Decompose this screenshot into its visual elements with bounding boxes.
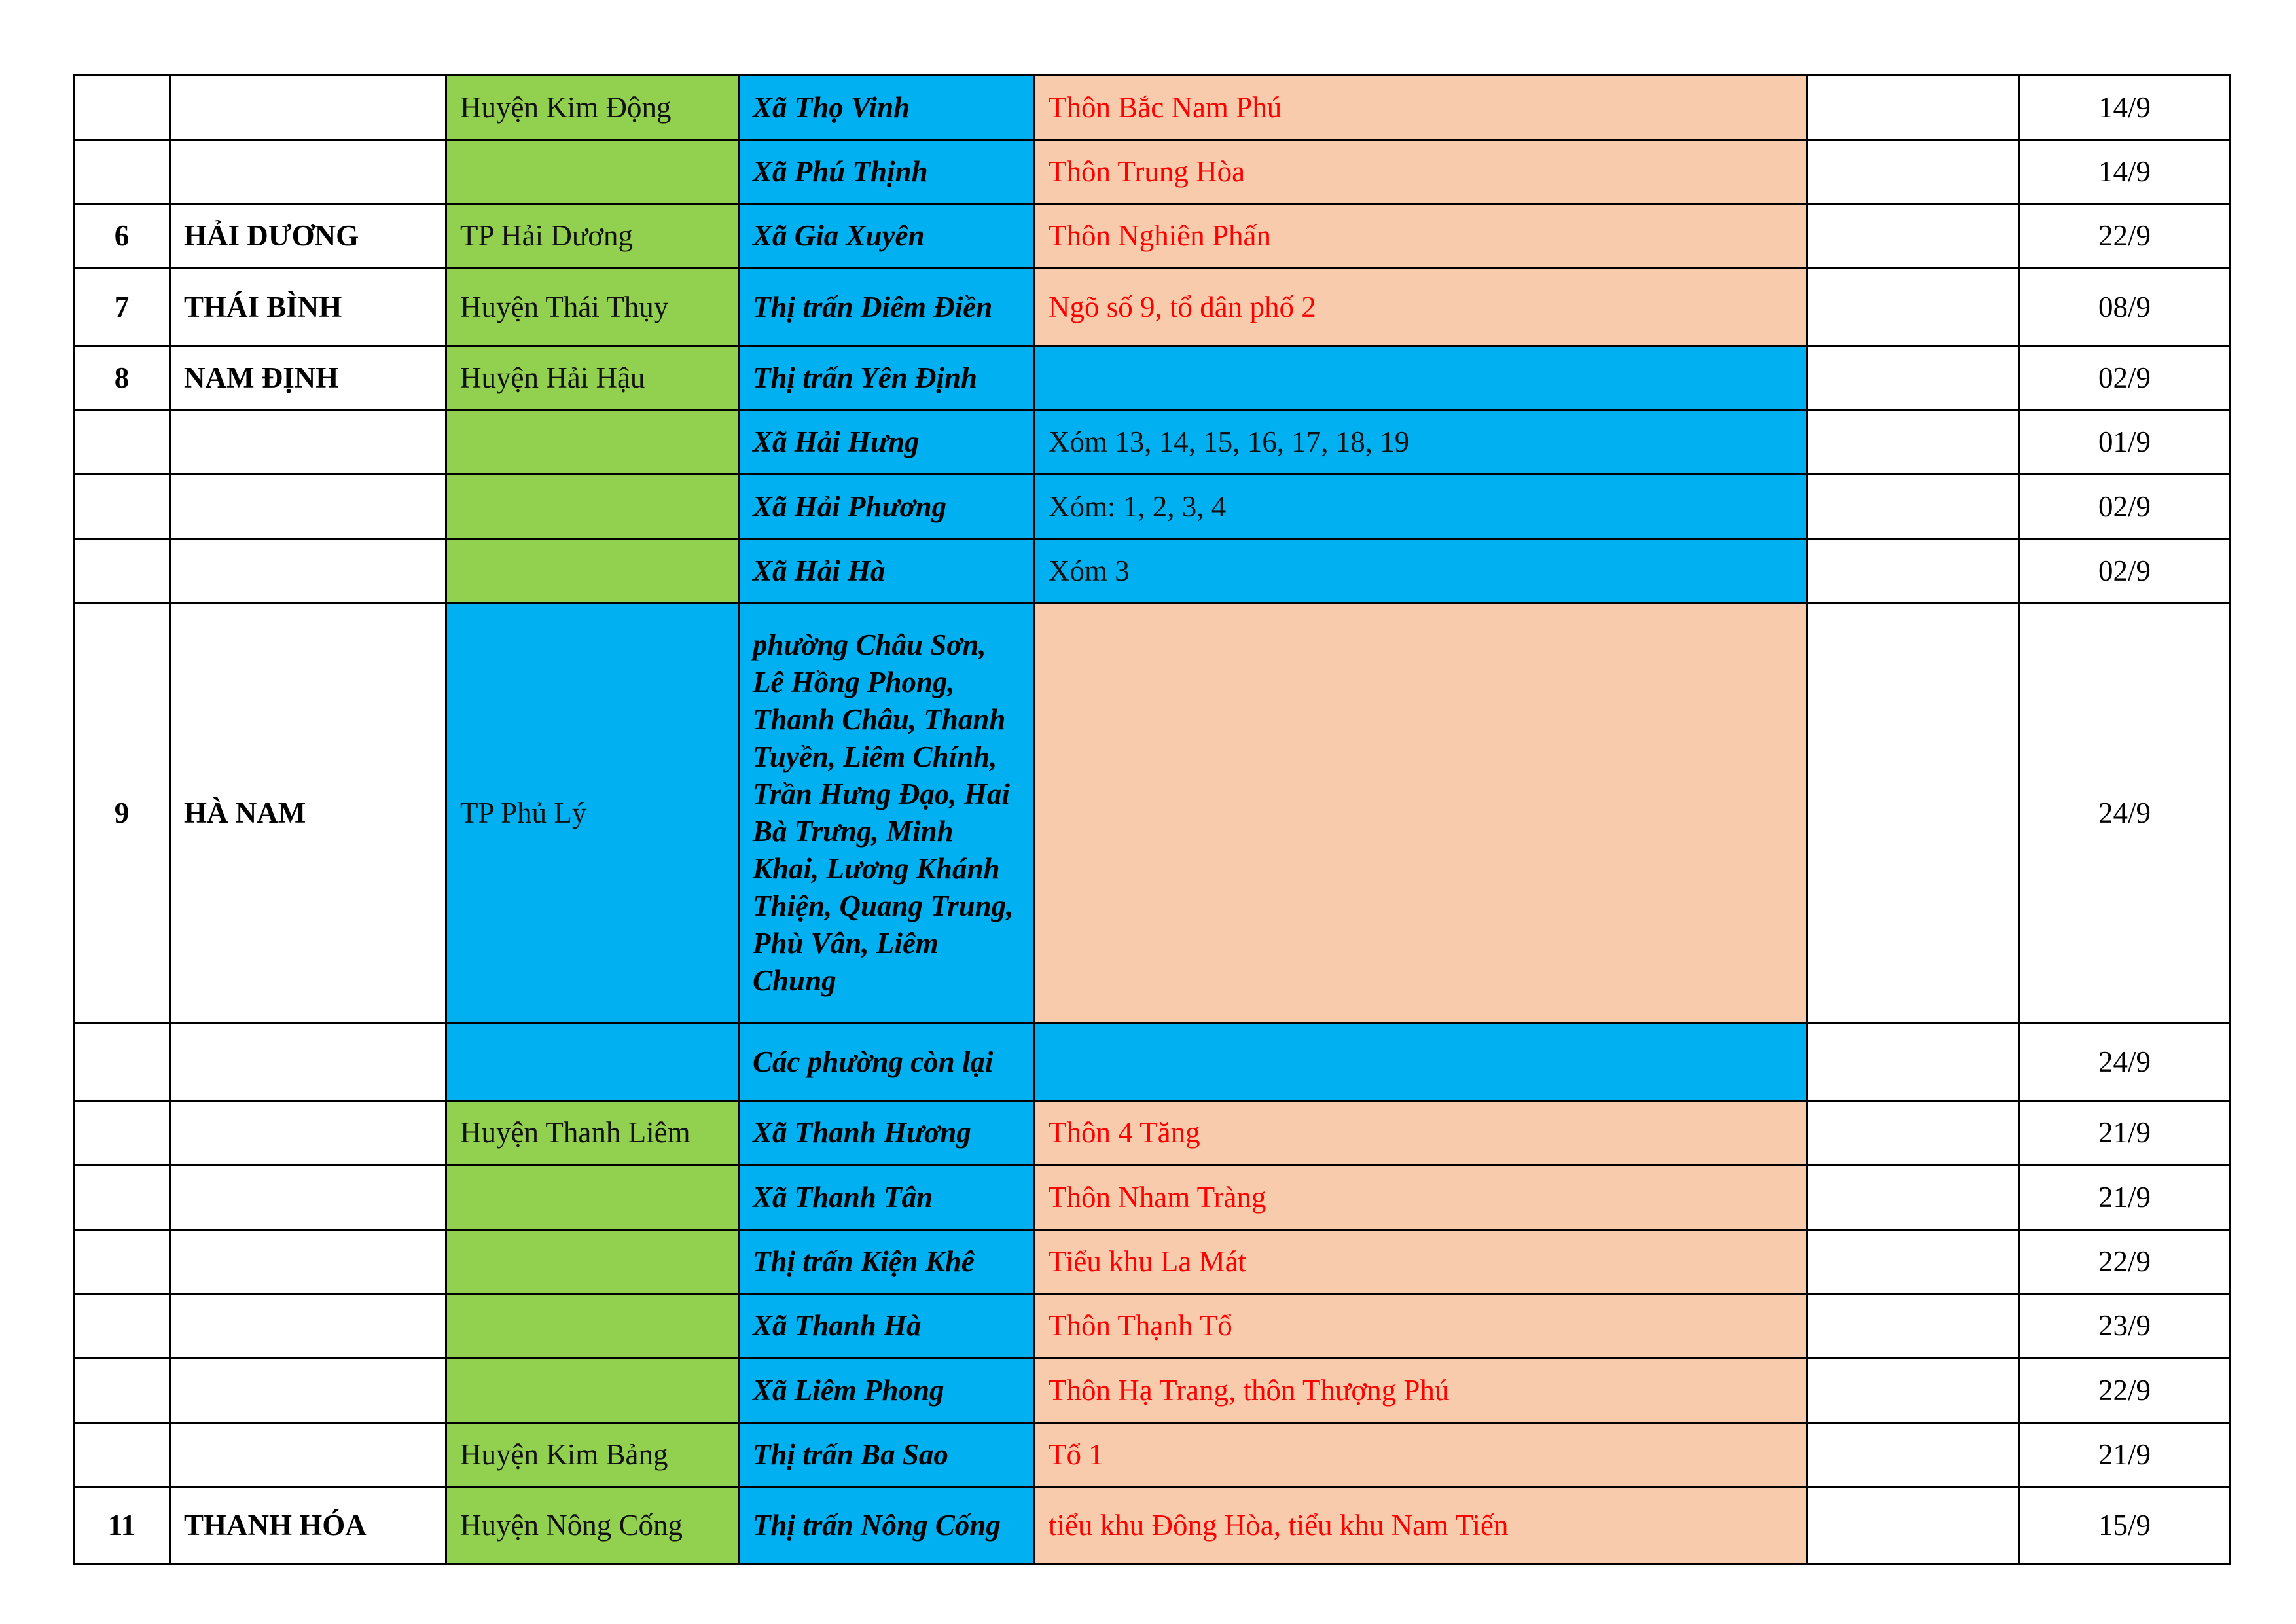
district-cell: Huyện Kim Động bbox=[446, 75, 739, 140]
commune-cell: Xã Hải Hà bbox=[739, 539, 1035, 604]
detail-cell: Thôn Nham Tràng bbox=[1035, 1165, 1807, 1230]
table-row bbox=[74, 410, 2230, 475]
row-number-cell: 9 bbox=[74, 604, 170, 1023]
commune-cell: Xã Thanh Tân bbox=[739, 1165, 1035, 1230]
detail-cell bbox=[1035, 1023, 1807, 1101]
detail-cell: Tiểu khu La Mát bbox=[1035, 1230, 1807, 1294]
province-cell: HÀ NAM bbox=[170, 604, 446, 1023]
commune-cell: Xã Thọ Vinh bbox=[739, 75, 1035, 140]
commune-cell: Thị trấn Nông Cống bbox=[739, 1487, 1035, 1564]
empty-cell bbox=[1807, 604, 2020, 1023]
table-row bbox=[74, 604, 2230, 1023]
district-cell bbox=[446, 140, 739, 204]
district-cell: Huyện Hải Hậu bbox=[446, 346, 739, 410]
province-cell bbox=[170, 1294, 446, 1358]
empty-cell bbox=[1807, 1423, 2020, 1487]
row-number-cell bbox=[74, 1023, 170, 1101]
row-number-cell bbox=[74, 539, 170, 604]
row-number-cell bbox=[74, 1101, 170, 1165]
empty-cell bbox=[1807, 410, 2020, 475]
empty-cell bbox=[1807, 140, 2020, 204]
date-cell: 14/9 bbox=[2020, 75, 2230, 140]
table-row bbox=[74, 1487, 2230, 1564]
detail-cell: Xóm 13, 14, 15, 16, 17, 18, 19 bbox=[1035, 410, 1807, 475]
row-number-cell bbox=[74, 75, 170, 140]
table-row bbox=[74, 204, 2230, 268]
table-row bbox=[74, 346, 2230, 410]
date-cell: 22/9 bbox=[2020, 1230, 2230, 1294]
row-number-cell bbox=[74, 1230, 170, 1294]
row-number-cell bbox=[74, 140, 170, 204]
empty-cell bbox=[1807, 268, 2020, 346]
district-cell bbox=[446, 1023, 739, 1101]
district-cell: Huyện Thanh Liêm bbox=[446, 1101, 739, 1165]
date-cell: 21/9 bbox=[2020, 1165, 2230, 1230]
empty-cell bbox=[1807, 539, 2020, 604]
province-cell bbox=[170, 1101, 446, 1165]
row-number-cell: 6 bbox=[74, 204, 170, 268]
date-cell: 22/9 bbox=[2020, 204, 2230, 268]
detail-cell bbox=[1035, 346, 1807, 410]
detail-cell: Xóm 3 bbox=[1035, 539, 1807, 604]
detail-cell: tiểu khu Đông Hòa, tiểu khu Nam Tiến bbox=[1035, 1487, 1807, 1564]
date-cell: 24/9 bbox=[2020, 604, 2230, 1023]
commune-cell: Xã Liêm Phong bbox=[739, 1358, 1035, 1423]
detail-cell: Thôn Bắc Nam Phú bbox=[1035, 75, 1807, 140]
table-body bbox=[74, 75, 2230, 1564]
district-cell: TP Phủ Lý bbox=[446, 604, 739, 1023]
row-number-cell bbox=[74, 1294, 170, 1358]
date-cell: 02/9 bbox=[2020, 475, 2230, 539]
province-cell bbox=[170, 475, 446, 539]
table-row bbox=[74, 1294, 2230, 1358]
province-cell bbox=[170, 1230, 446, 1294]
row-number-cell bbox=[74, 1165, 170, 1230]
date-cell: 24/9 bbox=[2020, 1023, 2230, 1101]
table-row bbox=[74, 1023, 2230, 1101]
detail-cell: Xóm: 1, 2, 3, 4 bbox=[1035, 475, 1807, 539]
district-cell bbox=[446, 1294, 739, 1358]
table-row bbox=[74, 140, 2230, 204]
commune-cell: Thị trấn Diêm Điền bbox=[739, 268, 1035, 346]
empty-cell bbox=[1807, 1294, 2020, 1358]
date-cell: 15/9 bbox=[2020, 1487, 2230, 1564]
province-cell bbox=[170, 539, 446, 604]
district-cell bbox=[446, 1165, 739, 1230]
province-cell bbox=[170, 75, 446, 140]
empty-cell bbox=[1807, 204, 2020, 268]
date-cell: 23/9 bbox=[2020, 1294, 2230, 1358]
row-number-cell bbox=[74, 475, 170, 539]
date-cell: 21/9 bbox=[2020, 1423, 2230, 1487]
table-row bbox=[74, 1101, 2230, 1165]
district-cell: Huyện Thái Thụy bbox=[446, 268, 739, 346]
commune-cell: Thị trấn Yên Định bbox=[739, 346, 1035, 410]
empty-cell bbox=[1807, 346, 2020, 410]
row-number-cell: 11 bbox=[74, 1487, 170, 1564]
commune-cell: Xã Hải Hưng bbox=[739, 410, 1035, 475]
table-row bbox=[74, 539, 2230, 604]
province-cell bbox=[170, 1358, 446, 1423]
detail-cell: Thôn Thạnh Tổ bbox=[1035, 1294, 1807, 1358]
district-cell bbox=[446, 539, 739, 604]
commune-cell: Xã Gia Xuyên bbox=[739, 204, 1035, 268]
district-cell: Huyện Kim Bảng bbox=[446, 1423, 739, 1487]
district-cell bbox=[446, 1230, 739, 1294]
commune-cell: Xã Phú Thịnh bbox=[739, 140, 1035, 204]
district-cell bbox=[446, 475, 739, 539]
district-cell: Huyện Nông Cống bbox=[446, 1487, 739, 1564]
commune-cell: Thị trấn Kiện Khê bbox=[739, 1230, 1035, 1294]
row-number-cell bbox=[74, 1358, 170, 1423]
table-row bbox=[74, 75, 2230, 140]
detail-cell: Thôn Nghiên Phấn bbox=[1035, 204, 1807, 268]
date-cell: 14/9 bbox=[2020, 140, 2230, 204]
detail-cell: Thôn Trung Hòa bbox=[1035, 140, 1807, 204]
table-row bbox=[74, 268, 2230, 346]
commune-cell: Xã Thanh Hà bbox=[739, 1294, 1035, 1358]
table-row bbox=[74, 475, 2230, 539]
district-cell: TP Hải Dương bbox=[446, 204, 739, 268]
table-row bbox=[74, 1230, 2230, 1294]
province-cell bbox=[170, 1423, 446, 1487]
commune-cell: phường Châu Sơn, Lê Hồng Phong, Thanh Châu, Thanh Tuyền, Liêm Chính, Trần Hưng Đạo, Hai Bà Trưng, Minh Khai, Lương Khánh Thiện, Quang Trung, Phù Vân, Liêm Chung bbox=[739, 604, 1035, 1023]
date-cell: 08/9 bbox=[2020, 268, 2230, 346]
date-cell: 02/9 bbox=[2020, 346, 2230, 410]
empty-cell bbox=[1807, 75, 2020, 140]
detail-cell: Tổ 1 bbox=[1035, 1423, 1807, 1487]
table-row bbox=[74, 1423, 2230, 1487]
detail-cell bbox=[1035, 604, 1807, 1023]
empty-cell bbox=[1807, 1358, 2020, 1423]
empty-cell bbox=[1807, 1101, 2020, 1165]
empty-cell bbox=[1807, 1487, 2020, 1564]
province-cell bbox=[170, 1023, 446, 1101]
empty-cell bbox=[1807, 475, 2020, 539]
commune-cell: Xã Thanh Hương bbox=[739, 1101, 1035, 1165]
district-cell bbox=[446, 410, 739, 475]
province-cell: THANH HÓA bbox=[170, 1487, 446, 1564]
commune-cell: Các phường còn lại bbox=[739, 1023, 1035, 1101]
row-number-cell bbox=[74, 410, 170, 475]
province-cell bbox=[170, 410, 446, 475]
row-number-cell: 8 bbox=[74, 346, 170, 410]
table-row bbox=[74, 1358, 2230, 1423]
district-cell bbox=[446, 1358, 739, 1423]
row-number-cell bbox=[74, 1423, 170, 1487]
table-row bbox=[74, 1165, 2230, 1230]
province-cell: THÁI BÌNH bbox=[170, 268, 446, 346]
row-number-cell: 7 bbox=[74, 268, 170, 346]
detail-cell: Thôn 4 Tăng bbox=[1035, 1101, 1807, 1165]
commune-cell: Xã Hải Phương bbox=[739, 475, 1035, 539]
date-cell: 21/9 bbox=[2020, 1101, 2230, 1165]
detail-cell: Thôn Hạ Trang, thôn Thượng Phú bbox=[1035, 1358, 1807, 1423]
province-cell bbox=[170, 140, 446, 204]
date-cell: 02/9 bbox=[2020, 539, 2230, 604]
detail-cell: Ngõ số 9, tổ dân phố 2 bbox=[1035, 268, 1807, 346]
date-cell: 22/9 bbox=[2020, 1358, 2230, 1423]
empty-cell bbox=[1807, 1023, 2020, 1101]
province-cell: HẢI DƯƠNG bbox=[170, 204, 446, 268]
date-cell: 01/9 bbox=[2020, 410, 2230, 475]
commune-cell: Thị trấn Ba Sao bbox=[739, 1423, 1035, 1487]
empty-cell bbox=[1807, 1230, 2020, 1294]
empty-cell bbox=[1807, 1165, 2020, 1230]
province-cell bbox=[170, 1165, 446, 1230]
province-cell: NAM ĐỊNH bbox=[170, 346, 446, 410]
locality-table bbox=[73, 74, 2231, 1565]
